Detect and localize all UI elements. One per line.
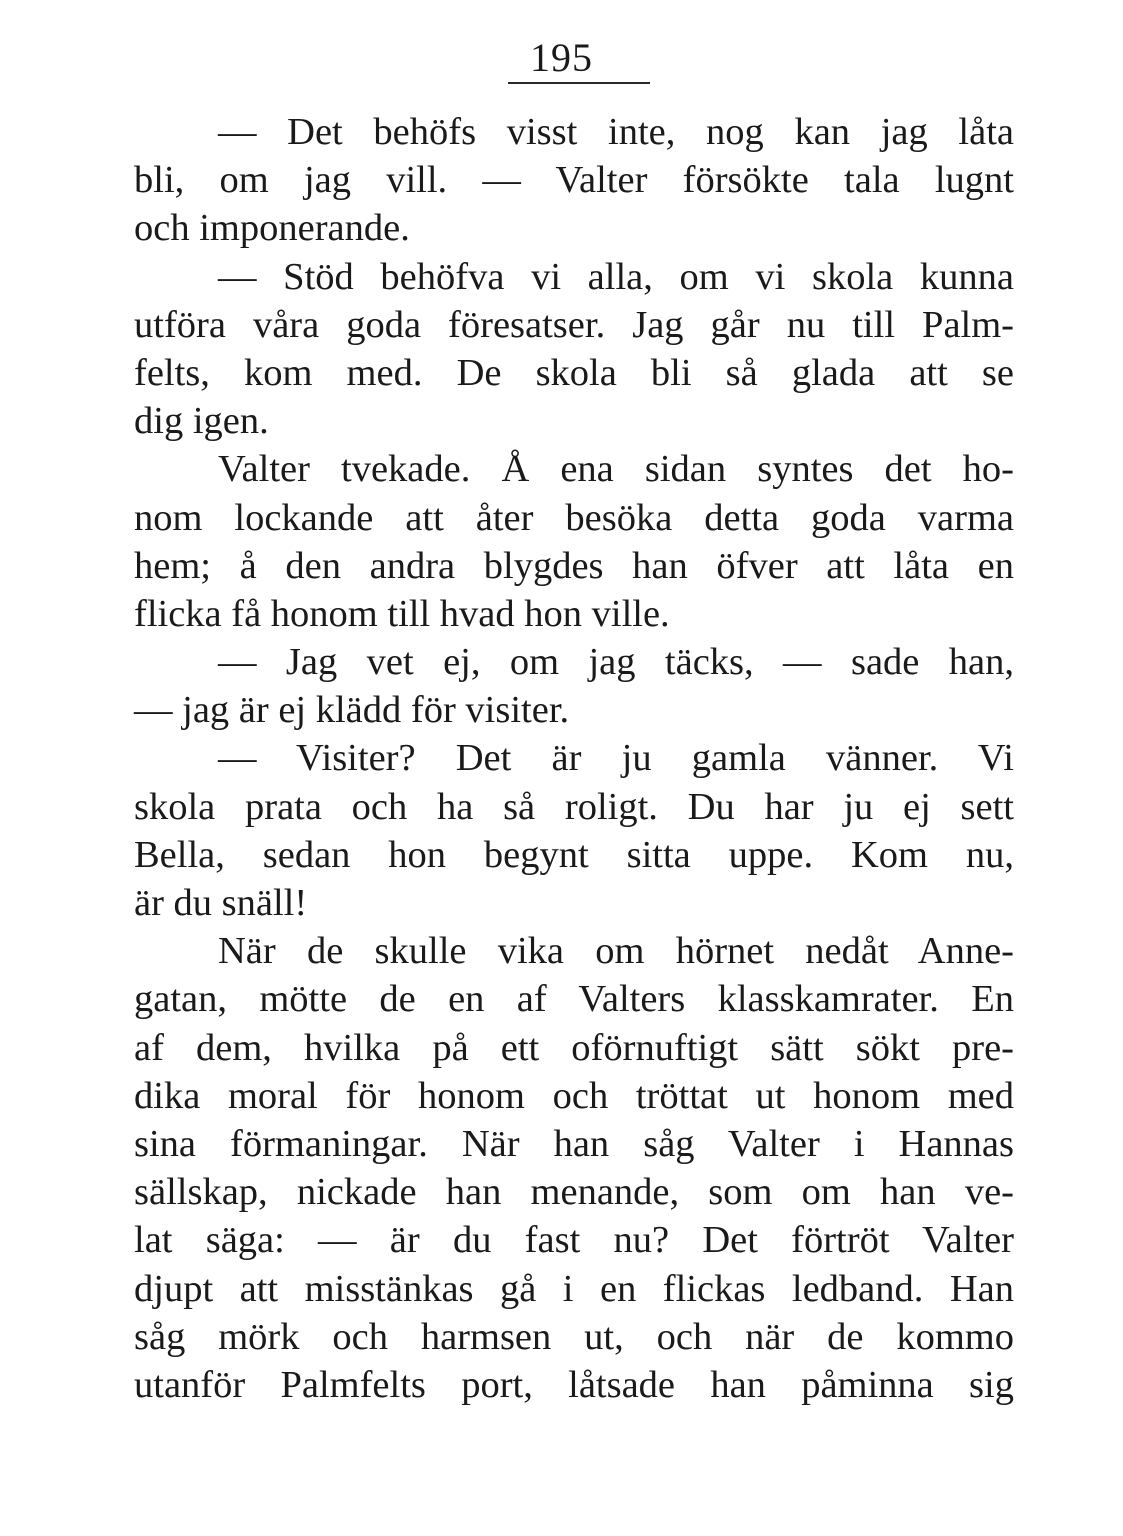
text-line: hem; å den andra blygdes han öfver att låta en [134,544,1014,587]
text-line: — jag är ej klädd för visiter. [134,689,570,732]
page-number: 195 [530,35,593,80]
text-line: — Det behöfs visst inte, nog kan jag låta [218,111,1014,153]
text-line: sina förmaningar. När han såg Valter i Hannas [134,1122,1014,1165]
text-line: — Stöd behöfva vi alla, om vi skola kunna [218,255,1014,298]
text-line: dig igen. [134,400,269,443]
text-line: utanför Palmfelts port, låtsade han påminna sig [134,1363,1014,1406]
text-line: och imponerande. [134,207,410,250]
text-line: flicka få honom till hvad hon ville. [134,592,670,635]
text-line: dika moral för honom och tröttat ut honom med [134,1074,1014,1117]
body-text [134,108,1014,1409]
text-line: nom lockande att åter besöka detta goda varma [134,496,1014,539]
text-line: När de skulle vika om hörnet nedåt Anne- [218,930,1014,973]
text-line: utföra våra goda föresatser. Jag går nu till Palm- [134,303,1014,346]
text-line: af dem, hvilka på ett oförnuftigt sätt sökt pre- [134,1026,1014,1069]
text-line: felts, kom med. De skola bli så glada att se [134,351,1014,394]
text-line: djupt att misstänkas gå i en flickas ledband. Han [134,1267,1014,1310]
text-line: såg mörk och harmsen ut, och när de kommo [134,1315,1014,1358]
text-line: — Jag vet ej, om jag täcks, — sade han, [218,641,1014,684]
text-line: är du snäll! [134,882,308,924]
text-line: sällskap, nickade han menande, som om han ve- [134,1171,1014,1214]
text-line: — Visiter? Det är ju gamla vänner. Vi [218,737,1014,780]
text-line: lat säga: — är du fast nu? Det förtröt Valter [134,1219,1014,1262]
text-line: gatan, mötte de en af Valters klasskamrater. En [134,978,1014,1021]
page-number-rule [508,82,650,84]
text-line: bli, om jag vill. — Valter försökte tala lugnt [134,159,1014,202]
text-line: Valter tvekade. Å ena sidan syntes det ho- [218,448,1014,491]
text-line: skola prata och ha så roligt. Du har ju ej sett [134,785,1014,828]
text-line: Bella, sedan hon begynt sitta uppe. Kom nu, [134,833,1014,876]
